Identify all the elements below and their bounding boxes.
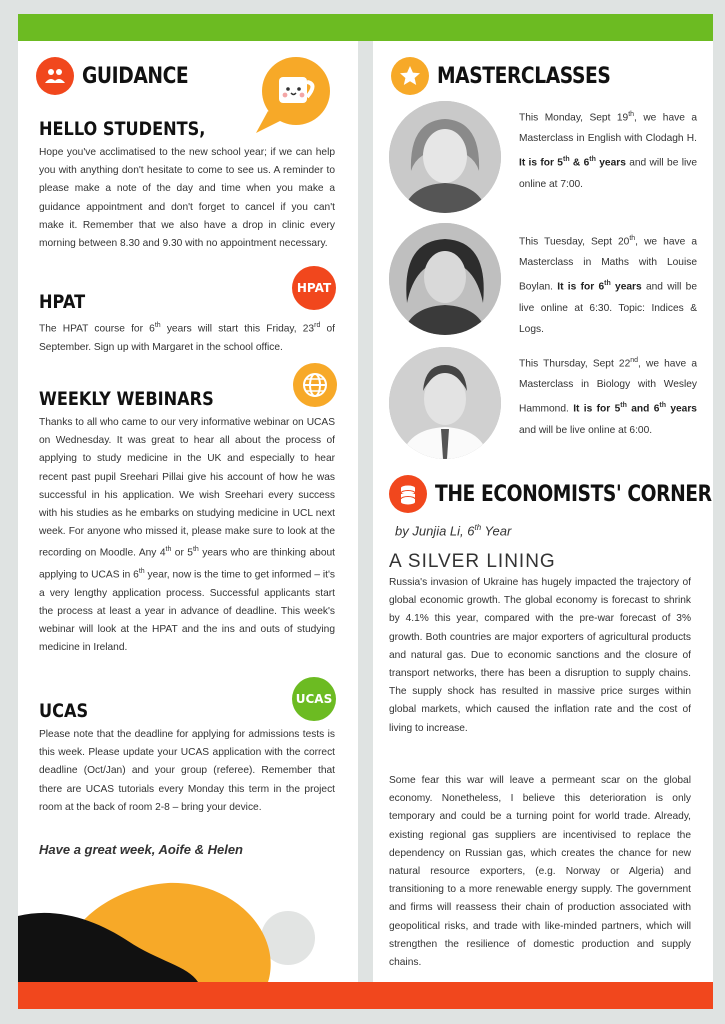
teacher-photo-maths — [389, 223, 501, 335]
decorative-blobs — [18, 861, 358, 982]
hpat-badge: HPAT — [292, 266, 336, 310]
teacher-photo-english — [389, 101, 501, 213]
masterclasses-title: MASTERCLASSES — [437, 63, 611, 89]
people-icon — [36, 57, 74, 95]
hpat-body: The HPAT course for 6th years will start this Friday, 23rd of September. Sign up with Margaret in the school office. — [39, 322, 336, 353]
webinars-body: Thanks to all who came to our very informative webinar on UCAS on Wednesday. It was great to hear all about the process of applying to study medicine in the UK and especially to hear recent past pupil Sreehari Pillai give his account of how he was successful in his application. We wish Sreehari every success with his studies as he embarks on studying medicine in UCL next week. For anyone who missed it, please make sure to look at the recording on Moodle. Any 4th or 5th years who are thinking about applying to UCAS in 6th year, now is the time to get informed – it's a very lengthy application process. Successful applicants start the process at least a year in advance of deadline. This week's webinar will look at the HPAT and the ins and outs of studying medicine in Ireland. — [39, 417, 335, 654]
right-panel — [373, 41, 713, 982]
masterclass-english: This Monday, Sept 19th, we have a Masterclass in English with Clodagh H. It is for 5th & 6th years and will be live online at 7:00. — [519, 111, 697, 190]
economists-header — [389, 475, 713, 513]
signoff: Have a great week, Aoife & Helen — [39, 842, 243, 857]
guidance-title: GUIDANCE — [82, 63, 189, 89]
hpat-heading: HPAT — [39, 291, 86, 313]
globe-icon — [293, 363, 337, 407]
mug-icon — [246, 51, 332, 137]
guidance-header — [36, 57, 207, 95]
webinars-heading: WEEKLY WEBINARS — [39, 388, 214, 410]
bottom-color-bar — [18, 982, 713, 1009]
hello-body: Hope you've acclimatised to the new school year; if we can help you with anything don't hesitate to come to see us. A reminder to please make a note of the day and time when you make a guidance appointment and don't forget to cancel if you can't make it. Remember that we also have a drop in clinic every morning between 8.30 and 9.30 with no appointment necessary. — [39, 147, 335, 250]
teacher-photo-biology — [389, 347, 501, 459]
masterclass-biology: This Thursday, Sept 22nd, we have a Masterclass in Biology with Wesley Hammond. It is for 5th and 6th years and will be live online at 6:00. — [519, 357, 697, 436]
masterclasses-header — [391, 57, 641, 95]
star-icon — [391, 57, 429, 95]
economists-title: THE ECONOMISTS' CORNER — [435, 481, 712, 507]
masterclass-maths: This Tuesday, Sept 20th, we have a Masterclass in Maths with Louise Boylan. It is for 6th years and will be live online at 6:30. Topic: Indices & Logs. — [519, 235, 698, 335]
article-para-2: Some fear this war will leave a permeant scar on the global economy. Nonetheless, I believe this deterioration is only temporary and could be a turning point for world trade. Already, existing regional gas suppliers are incentivised to replace the dependency on Russian gas, which creates the chance for new natural resource exporters, (e.g. Norway or Algeria) and transitioning to a more renewable energy supply. The government and firms will reassess their chain of production associated with geopolitical risks, and trade with like-minded partners, which will strengthen the resilience of domestic production and supply chains. — [389, 775, 691, 969]
top-color-bar — [18, 14, 713, 41]
hello-heading: HELLO STUDENTS, — [39, 118, 206, 140]
guidance-panel — [18, 41, 358, 982]
article-title: A SILVER LINING — [389, 551, 556, 572]
article-para-1: Russia's invasion of Ukraine has hugely impacted the trajectory of global economic growth. The global economy is forecast to shrink by 4.1% this year, compared with the pre-war forecast of 3% growth. Both countries are major exporters of agricultural products and natural gas. Due to economic sanctions and the closure of transport networks, there has been a disruption to supply chains. The supply shock has resulted in massive price surges within global markets, which caused the inflation rate and the cost of living to increase. — [389, 577, 691, 734]
ucas-badge: UCAS — [292, 677, 336, 721]
ucas-body: Please note that the deadline for applying for admissions tests is this week. Please update your UCAS application with the correct deadline (Oct/Jan) and your group (referee). Remember that there are UCAS tutorials every Monday this term in the project room at the back of room 2-8 – bring your device. — [39, 729, 335, 813]
byline: by Junjia Li, 6th Year — [395, 523, 512, 539]
coins-icon — [389, 475, 427, 513]
ucas-heading: UCAS — [39, 700, 89, 722]
